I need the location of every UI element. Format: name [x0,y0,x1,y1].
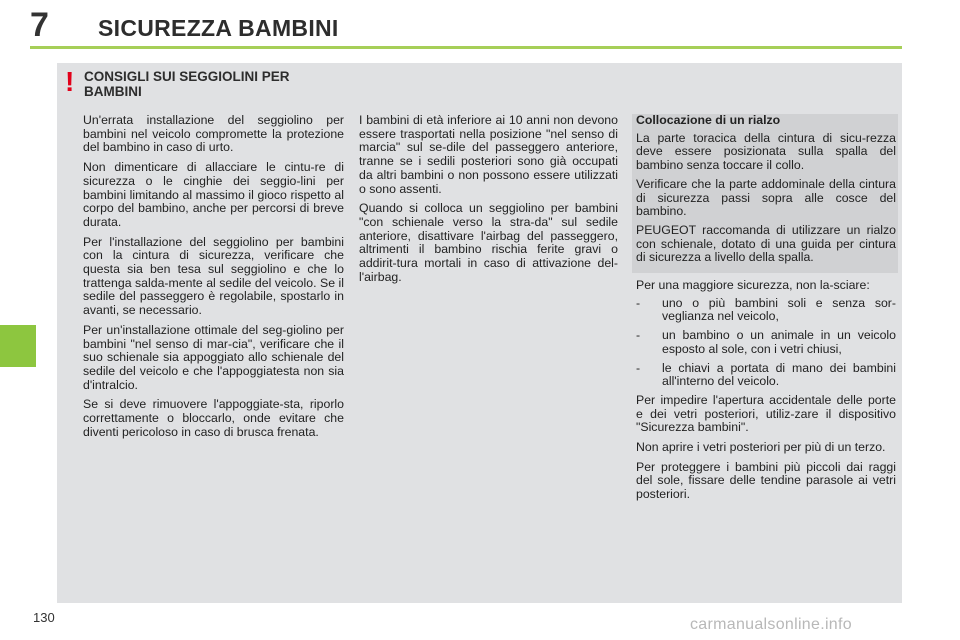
text-column-3 [636,114,896,508]
list-item: - le chiavi a portata di mano dei bambini all'interno del veicolo. [636,362,896,389]
text-column-1 [83,114,344,445]
page-number: 130 [33,610,55,625]
list-item: - un bambino o un animale in un veicolo esposto al sole, con i vetri chiusi, [636,329,896,356]
paragraph: Per proteggere i bambini più piccoli dai raggi del sole, fissare delle tendine parasole ai vetri posteriori. [636,459,896,502]
panel-title: CONSIGLI SUI SEGGIOLINI PER BAMBINI [84,69,290,99]
chapter-number: 7 [30,6,49,44]
paragraph: Quando si colloca un seggiolino per bambini "con schienale verso la stra-da" sul sedile anteriore, disattivare l'airbag del passeggero, altrimenti il bambino rischia ferite gravi o addirit-tura mortali in caso di attivazione del-l'airbag. [359,201,618,284]
warning-exclamation-icon: ! [65,66,75,97]
booster-seat-heading: Collocazione di un rialzo [636,113,781,127]
paragraph: Non dimenticare di allacciare le cintu-re di sicurezza o le cinghie dei seggio-lini per bambini limitando al massimo il gioco rispetto al corpo del bambino, anche per percorsi di breve durata. [83,160,344,229]
title-underline [30,46,902,49]
chapter-side-tab [0,325,36,367]
paragraph: PEUGEOT raccomanda di utilizzare un rialzo con schienale, dotato di una guida per cintura di sicurezza a livello della spalla. [636,222,896,265]
paragraph: Non aprire i vetri posteriori per più di un terzo. [636,440,886,455]
paragraph: La parte toracica della cintura di sicu-rezza deve essere posizionata sulla spalla del bambino senza toccare il collo. [636,130,896,173]
list-item: - uno o più bambini soli e senza sor-veglianza nel veicolo, [636,297,896,324]
text-column-2 [359,114,618,290]
paragraph: Per un'installazione ottimale del seg-giolino per bambini "nel senso di mar-cia", verificare che il suo schienale sia appoggiato allo schienale del sedile del veicolo e che l'appoggiatesta non sia d'intralcio. [83,322,344,392]
booster-seat-box [632,114,898,273]
paragraph: Per impedire l'apertura accidentale delle porte e dei vetri posteriori, utiliz-zare il dispositivo "Sicurezza bambini". [636,392,896,435]
paragraph: Verificare che la parte addominale della cintura di sicurezza passi sopra alle cosce del bambino. [636,176,896,219]
chapter-title: SICUREZZA BAMBINI [98,15,339,41]
paragraph: Un'errata installazione del seggiolino per bambini nel veicolo compromette la protezione del bambino in caso di urto. [83,113,344,155]
watermark: carmanualsonline.info [690,616,852,633]
paragraph: Per l'installazione del seggiolino per bambini con la cintura di sicurezza, verificare che questa sia ben tesa sul seggiolino e che lo trattenga salda-mente al sedile del veicolo. Se il sedile del passeggero è regolabile, spostarlo in avanti, se necessario. [83,234,344,318]
safety-list [636,297,896,389]
list-intro: Per una maggiore sicurezza, non la-sciare: [636,278,870,293]
paragraph: Se si deve rimuovere l'appoggiate-sta, riporlo correttamente o bloccarlo, onde evitare che diventi pericoloso in caso di brusca frenata. [83,397,344,439]
paragraph: I bambini di età inferiore ai 10 anni non devono essere trasportati nella posizione "nel senso di marcia" sul se-dile del passeggero anteriore, tranne se i sedili posteriori sono già occupati da altri bambini o non possono essere utilizzati o sono assenti. [359,113,618,196]
